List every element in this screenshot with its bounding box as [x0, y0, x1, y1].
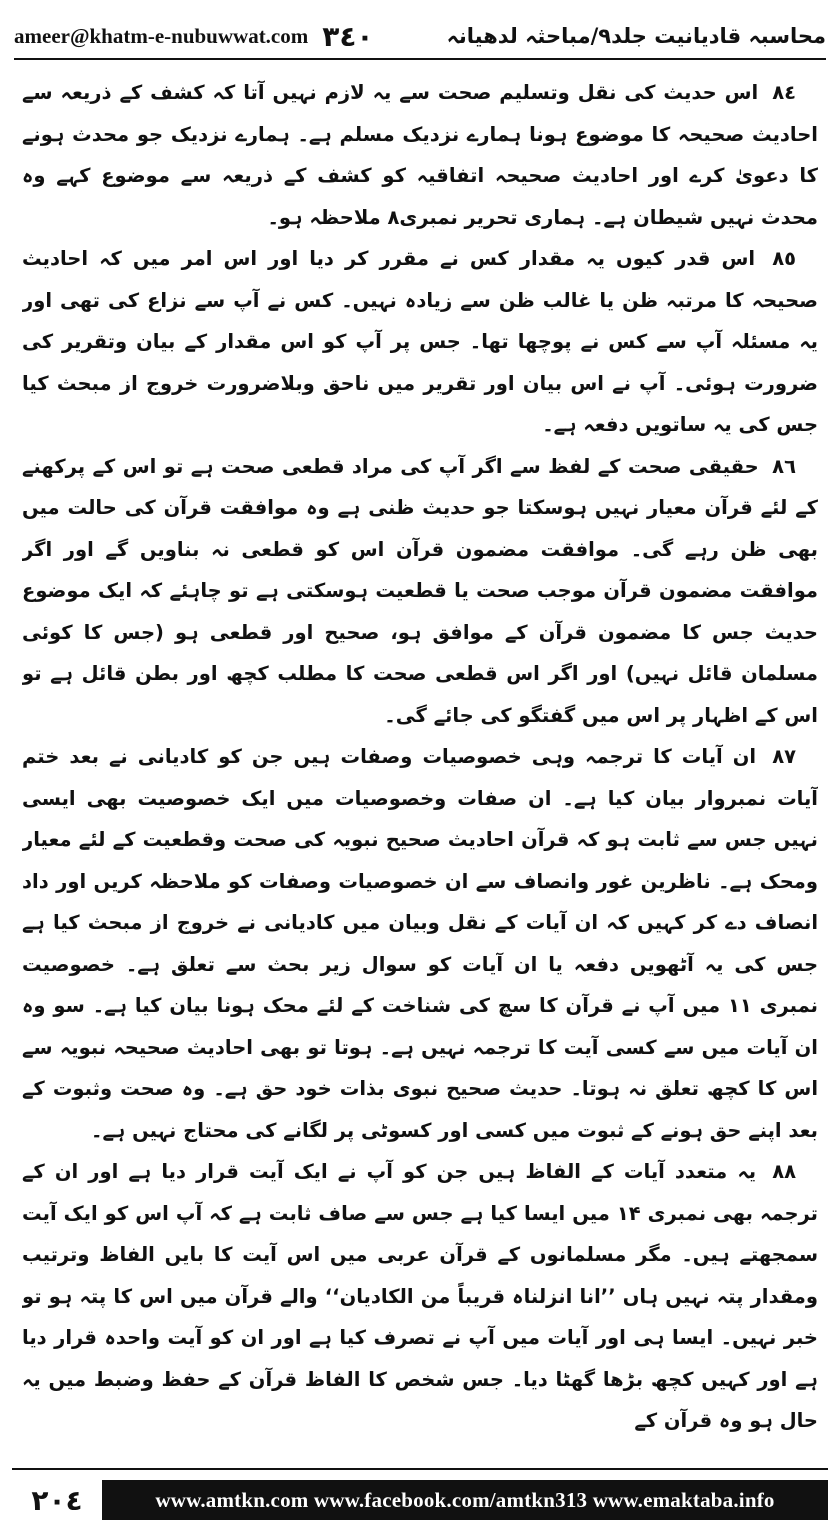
- header-page-number: ٣٤٠: [322, 19, 374, 53]
- paragraph-number: ٨٧: [772, 745, 796, 768]
- paragraph-87: [22, 736, 818, 1151]
- paragraph-text: یہ متعدد آیات کے الفاظ ہیں جن کو آپ نے ایک آیت قرار دیا ہے اور ان کے ترجمہ بھی نمبری ۱۴ میں ایسا کیا ہے جس سے صاف ثابت ہے کہ آپ اس کو ایک آیت سمجھتے ہیں۔ مگر مسلمانوں کے قرآن عربی میں اس آیت کا بایں الفاظ وترتیب ومقدار پتہ نہیں ہاں ’’انا انزلناہ قریباً من الکادیان‘‘ والے قرآن میں اس کا پتہ ہو تو خبر نہیں۔ ایسا ہی اور آیات میں آپ نے تصرف کیا ہے اور ان کو آیت واحدہ قرار دیا ہے اور کہیں کچھ بڑھا گھٹا دیا۔ جس شخص کا الفاظ قرآن کے حفظ وضبط میں یہ حال ہو وہ قرآن کے: [22, 1160, 818, 1432]
- paragraph-text: اس قدر کیوں یہ مقدار کس نے مقرر کر دیا اور اس امر میں کہ احادیث صحیحہ کا مرتبہ ظن یا غالب ظن سے زیادہ نہیں۔ کس نے آپ سے نزاع کی تھی اور یہ مسئلہ آپ سے کس نے پوچھا تھا۔ جس پر آپ کو اس مقدار کے بیان وتقریر کی ضرورت ہوئی۔ آپ نے اس بیان اور تقریر میں ناحق وبلاضرورت خروج از مبحث کیا جس کی یہ ساتویں دفعہ ہے۔: [22, 247, 818, 436]
- footer-links[interactable]: www.amtkn.com www.facebook.com/amtkn313 www.emaktaba.info: [155, 1487, 775, 1512]
- paragraph-text: حقیقی صحت کے لفظ سے اگر آپ کی مراد قطعی صحت ہے تو اس کے پرکھنے کے لئے قرآن معیار نہیں ہوسکتا جو حدیث ظنی ہے وہ موافقت قرآن کی حالت میں بھی ظن رہے گی۔ موافقت مضمون قرآن اس کو قطعی نہ بناویں گے اور اگر موافقت مضمون قرآن موجب صحت یا قطعیت ہوسکتی ہے تو چاہئے کہ ایک موضوع حدیث جس کا مضمون قرآن کے موافق ہو، صحیح اور قطعی ہو (جس کا کوئی مسلمان قائل نہیں) اور اگر اس قطعی صحت کا مطلب کچھ اور بطن قائل ہے تو اس کے اظہار پر اس میں گفتگو کی جائے گی۔: [22, 454, 818, 727]
- paragraph-88: [22, 1151, 818, 1442]
- paragraph-number: ٨٤: [772, 81, 796, 104]
- paragraph-84: [22, 72, 818, 238]
- header-email[interactable]: ameer@khatm-e-nubuwwat.com: [14, 23, 309, 48]
- paragraph-number: ٨٥: [772, 247, 796, 270]
- page-header: [14, 14, 826, 60]
- paragraph-number: ٨٨: [772, 1160, 796, 1183]
- book-title: محاسبہ قادیانیت جلد۹/مباحثہ لدھیانہ: [446, 24, 826, 48]
- paragraph-text: ان آیات کا ترجمہ وہی خصوصیات وصفات ہیں جن کو کادیانی نے بعد ختم آیات نمبروار بیان کیا ہے۔ ان صفات وخصوصیات میں ایک خصوصیت بھی ایسی نہیں جس سے ثابت ہو کہ قرآن احادیث صحیح نبویہ کی صحت وقطعیت کے لئے معیار ومحک ہے۔ ناظرین غور وانصاف سے ان خصوصیات وصفات کو ملاحظہ کریں اور داد انصاف دے کر کہیں کہ ان آیات کے نقل وبیان میں کادیانی نے خروج از مبحث کیا ہے جس کی یہ آٹھویں دفعہ یا ان آیات کو سوال زیر بحث سے تعلق ہے۔ خصوصیت نمبری ۱۱ میں آپ نے قرآن کا سچ کی شناخت کے لئے محک ہونا بیان کیا ہے۔ سو وہ ان آیات میں سے کسی آیت کا ترجمہ نہیں ہے۔ ہوتا تو بھی احادیث صحیحہ نبویہ سے اس کا کچھ تعلق نہ ہوتا۔ حدیث صحیح نبوی بذات خود حق ہے۔ وہ صحت وثبوت کے بعد اپنے حق ہونے کے ثبوت میں کسی اور کسوٹی پر لگانے کی محتاج نہیں ہے۔: [22, 745, 818, 1142]
- paragraph-85: [22, 238, 818, 446]
- paragraph-86: [22, 446, 818, 737]
- paragraph-text: اس حدیث کی نقل وتسلیم صحت سے یہ لازم نہیں آتا کہ کشف کے ذریعہ سے احادیث صحیحہ کا موضوع ہونا ہمارے نزدیک مسلم ہے۔ ہمارے نزدیک جو محدث ہونے کا دعویٰ کرے اور احادیث صحیحہ اتفاقیہ کو کشف کے ذریعہ سے موضوع کہے وہ محدث نہیں شیطان ہے۔ ہماری تحریر نمبری۸ ملاحظہ ہو۔: [22, 81, 818, 229]
- header-left: [14, 20, 374, 53]
- footer-links-bar[interactable]: [102, 1480, 828, 1520]
- page-footer: [12, 1468, 828, 1530]
- footer-page-number: ٢٠٤: [31, 1483, 83, 1517]
- page-body: [22, 72, 818, 1450]
- paragraph-number: ٨٦: [772, 454, 796, 478]
